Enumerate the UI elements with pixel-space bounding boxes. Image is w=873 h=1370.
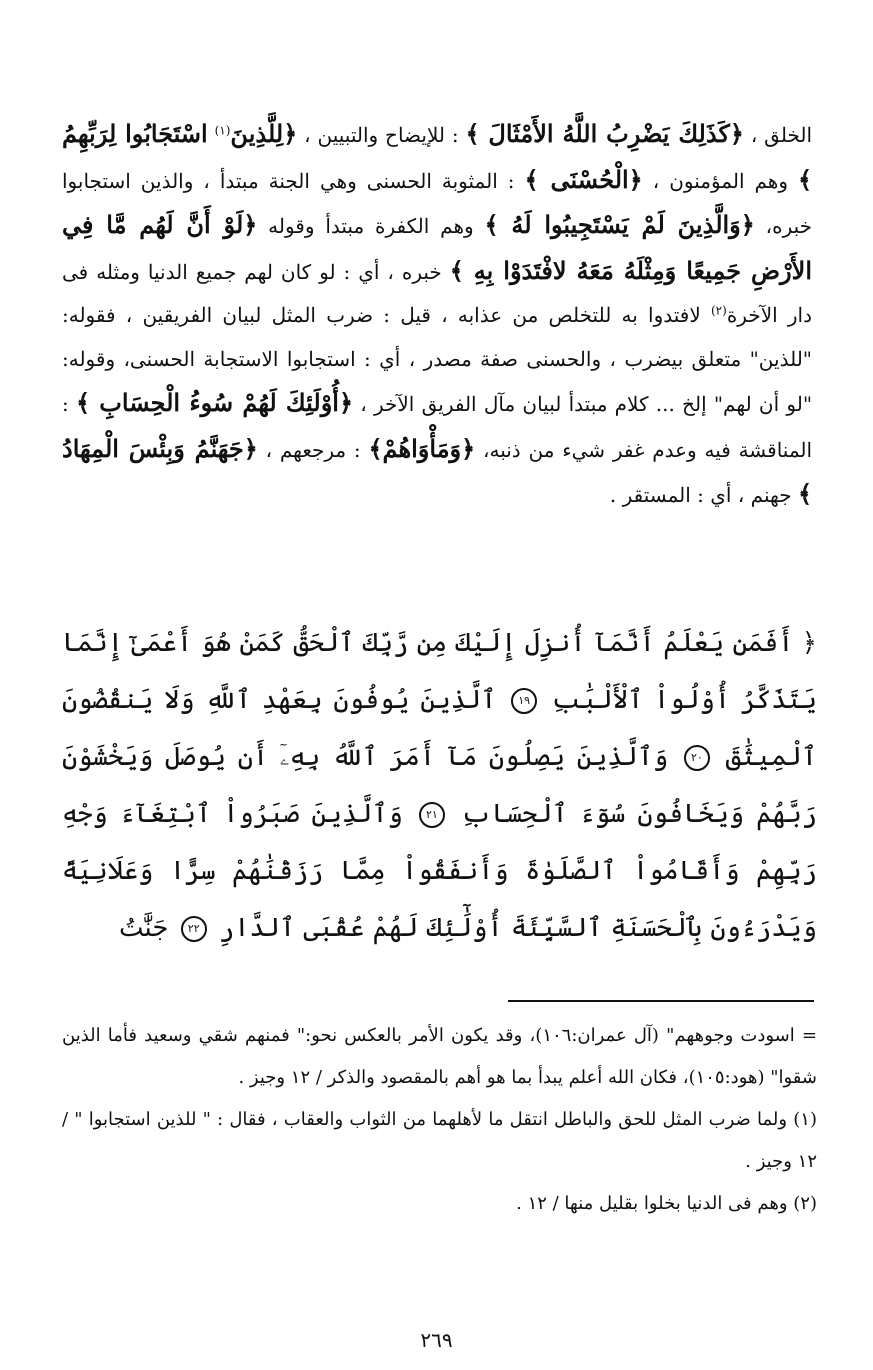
quran-quote: ﴿جَهَنَّمُ وَبِئْسَ الْمِهَادُ ﴾ [62,433,812,508]
verse-text: وَٱلَّذِينَ يَصِلُونَ مَآ أَمَرَ ٱللَّهُ بِهِۦٓ أَن يُوصَلَ وَيَخْشَوْنَ رَبَّهُمْ وَيَخَافُونَ سُوٓءَ ٱلْحِسَابِ [62,742,818,829]
verse-number-marker: ١٩ [511,688,537,714]
commentary-text: وهم الكفرة مبتدأ وقوله [268,214,474,238]
commentary-text: : للإيضاح والتبيين ، [304,123,459,147]
commentary-text: : مرجعهم ، [265,437,361,462]
quran-quote: ﴿لَوْ أَنَّ لَهُم مَّا فِي الأَرْضِ جَمِيعًا وَمِثْلَهُ مَعَهُ لافْتَدَوْا بِهِ ﴾ [62,210,812,285]
quran-quote: ﴿كَذَلِكَ يَضْرِبُ اللَّهُ الأَمْثَالَ ﴾ [465,119,744,148]
commentary-text: : المثوبة الحسنى وهي الجنة مبتدأ ، والذين استجابوا خبره، [62,168,813,238]
quran-quote: ﴿لِلَّذِينَ [230,119,298,148]
commentary-text: الخلق ، [750,123,813,147]
quran-quote: ﴿وَالَّذِينَ لَمْ يَسْتَجِيبُوا لَهُ ﴾ [484,210,755,239]
commentary-paragraph [62,112,812,518]
verse-text: ﴿ أَفَمَن يَعْلَمُ أَنَّمَآ أُنزِلَ إِلَيْكَ مِن رَّبِّكَ ٱلْحَقُّ كَمَنْ هُوَ أَعْمَىٰٓ إِنَّمَا يَتَذَكَّرُ أُوْلُواْ ٱلْأَلْبَٰبِ [62,628,818,715]
commentary-text: جهنم ، أي : المستقر . [609,483,792,507]
quran-quote: ﴿أُوْلَئِكَ لَهُمْ سُوءُ الْحِسَابِ ﴾ [76,388,354,417]
verse-number-marker: ٢٢ [181,916,207,942]
footnotes-block [62,1015,817,1225]
commentary-text: : المناقشة فيه وعدم غفر شيء من ذنبه، [62,392,813,462]
footnote-continuation: = اسودت وجوههم" (آل عمران:١٠٦)، وقد يكون الأمر بالعكس نحو:" فمنهم شقي وسعيد فأما الذين شقوا" (هود:١٠٥)، فكان الله أعلم يبدأ بما هو أهم بالمقصود والذكر / ١٢ وجيز . [62,1025,817,1088]
quran-verses [62,615,817,957]
quran-quote: ﴿الْحُسْنَى ﴾ [524,164,643,194]
verse-text: جَنَّٰتُ [118,913,169,943]
quran-verses-block [62,615,817,957]
commentary-text: لافتدوا به للتخلص من عذابه ، قيل : ضرب المثل لبيان الفريقين ، فقوله: "للذين" متعلق بيضرب ، والحسنى صفة مصدر ، أي : استجابوا الاستجابة الحسنى، وقوله: "لو أن لهم" إلخ ... كلام مبتدأ لبيان مآل الفريق الآخر ، [62,303,813,416]
commentary-text: وهم المؤمنون ، [652,168,789,193]
footnote-ref: (١) [214,123,231,138]
quran-quote: اسْتَجَابُوا لِرَبِّهِمُ ﴾ [62,119,813,194]
commentary-text: خبره ، أي : لو كان لهم جميع الدنيا ومثله فى دار الآخرة [62,259,812,327]
verse-number-marker: ٢١ [419,802,445,828]
page-number: ٢٦٩ [420,1328,453,1352]
footnote-divider [508,1000,814,1002]
footnote-ref: (٢) [710,303,727,318]
quran-quote: ﴿وَمَأْوَاهُمْ﴾ [368,433,476,463]
verse-text: وَٱلَّذِينَ صَبَرُواْ ٱبْتِغَآءَ وَجْهِ رَبِّهِمْ وَأَقَامُواْ ٱلصَّلَوٰةَ وَأَنفَقُواْ مِمَّا رَزَقْنَٰهُمْ سِرًّا وَعَلَانِيَةً وَيَدْرَءُونَ بِٱلْحَسَنَةِ ٱلسَّيِّئَةَ أُوْلَٰٓئِكَ لَهُمْ عُقْبَى ٱلدَّارِ [62,799,817,943]
footnote-2: (٢) وهم فى الدنيا بخلوا بقليل منها / ١٢ . [516,1193,817,1214]
footnote-1: (١) ولما ضرب المثل للحق والباطل انتقل ما لأهلهما من الثواب والعقاب ، فقال : " للذين استجابوا " / ١٢ وجيز . [62,1109,817,1172]
verse-text: ٱلَّذِينَ يُوفُونَ بِعَهْدِ ٱللَّهِ وَلَا يَنقُضُونَ ٱلْمِيثَٰقَ [62,685,818,772]
verse-number-marker: ٢٠ [684,745,710,771]
commentary-block [62,112,812,518]
